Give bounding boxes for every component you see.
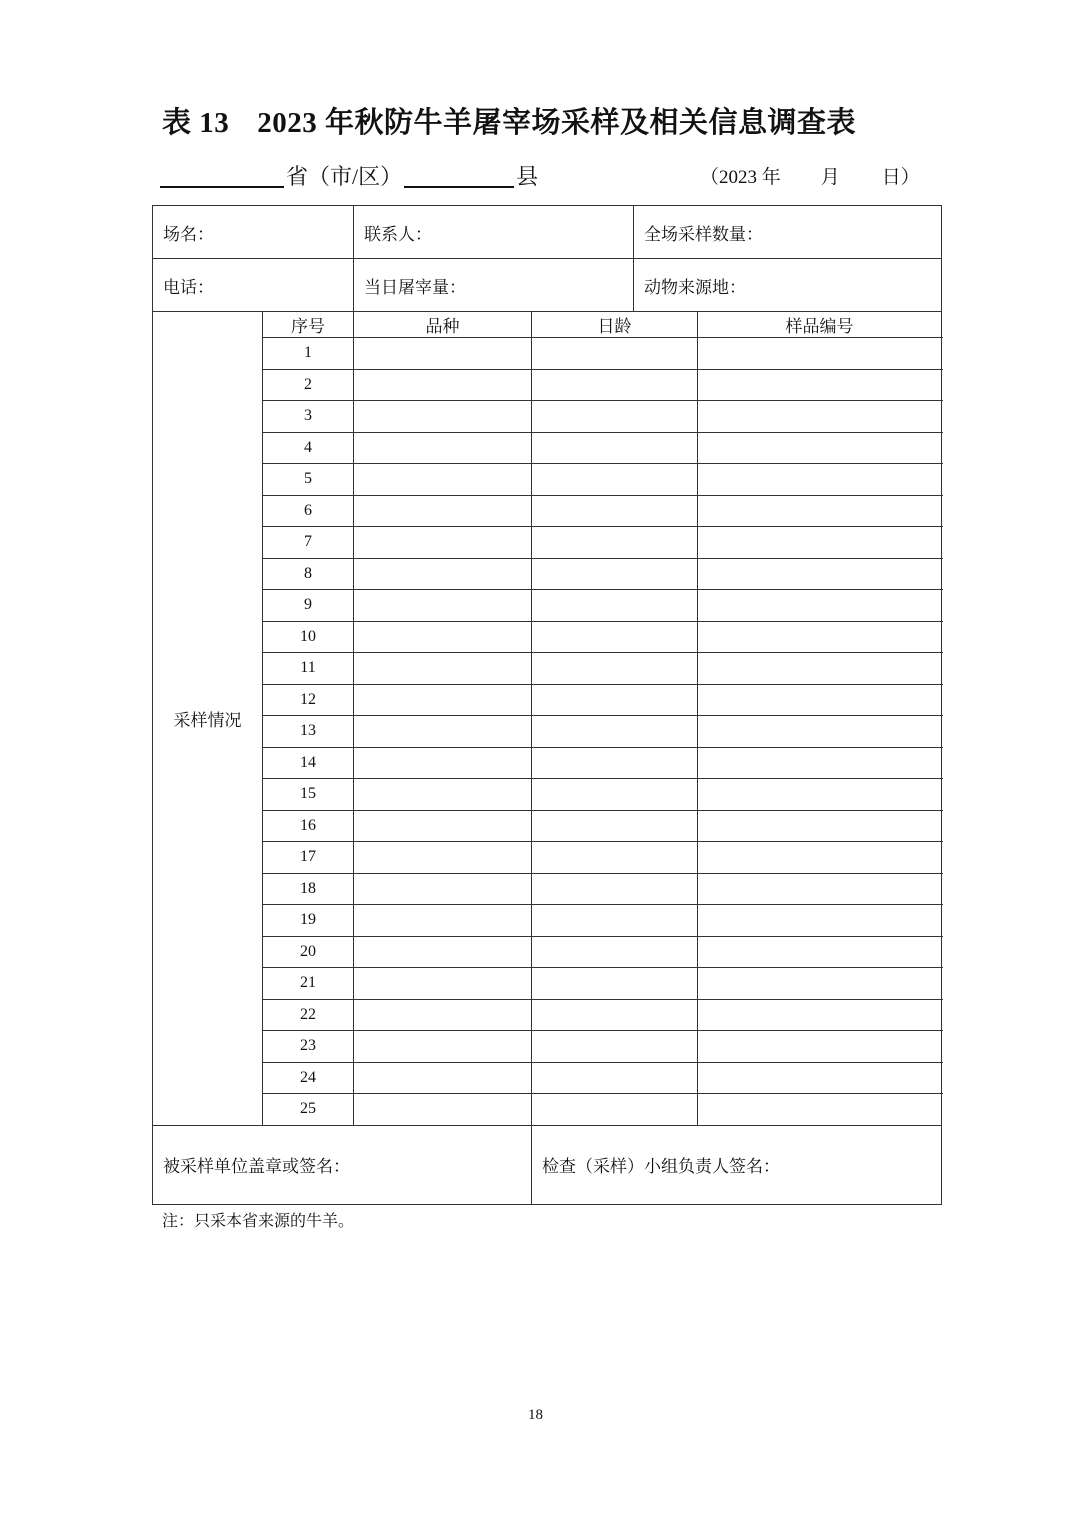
header-age-days: 日龄: [532, 312, 698, 338]
sampling-row: [153, 558, 942, 590]
serial-number-cell: 18: [263, 873, 354, 905]
sampling-row: [153, 905, 942, 937]
sampling-row: [153, 968, 942, 1000]
serial-number-cell: 10: [263, 621, 354, 653]
breed-cell[interactable]: [354, 905, 532, 937]
breed-cell[interactable]: [354, 1031, 532, 1063]
header-serial: 序号: [263, 312, 354, 338]
sampling-row: [153, 716, 942, 748]
sampling-row: [153, 1031, 942, 1063]
date-month: 月: [820, 167, 840, 188]
province-blank[interactable]: [160, 164, 284, 188]
serial-number-cell: 25: [263, 1094, 354, 1126]
sample-id-cell[interactable]: [698, 464, 942, 496]
serial-number-cell: 22: [263, 999, 354, 1031]
sampling-row: [153, 1062, 942, 1094]
sampling-row: [153, 873, 942, 905]
sample-id-cell[interactable]: [698, 432, 942, 464]
age-days-cell[interactable]: [532, 779, 698, 811]
breed-cell[interactable]: [354, 590, 532, 622]
sampling-row: [153, 1094, 942, 1126]
page-title: [162, 100, 856, 141]
serial-number-cell: 15: [263, 779, 354, 811]
breed-cell[interactable]: [354, 999, 532, 1031]
age-days-cell[interactable]: [532, 810, 698, 842]
sampling-row: [153, 747, 942, 779]
sample-id-cell[interactable]: [698, 527, 942, 559]
serial-number-cell: 1: [263, 338, 354, 370]
age-days-cell[interactable]: [532, 716, 698, 748]
sampling-header-row: [153, 312, 942, 338]
header-breed: 品种: [354, 312, 532, 338]
age-days-cell[interactable]: [532, 873, 698, 905]
breed-cell[interactable]: [354, 1062, 532, 1094]
sample-id-cell[interactable]: [698, 1094, 942, 1126]
serial-number-cell: 12: [263, 684, 354, 716]
serial-number-cell: 19: [263, 905, 354, 937]
sample-id-cell[interactable]: [698, 558, 942, 590]
age-days-cell[interactable]: [532, 684, 698, 716]
serial-number-cell: 5: [263, 464, 354, 496]
leader-signature-field[interactable]: 检查（采样）小组负责人签名：: [532, 1125, 942, 1204]
serial-number-cell: 8: [263, 558, 354, 590]
sample-id-cell[interactable]: [698, 653, 942, 685]
age-days-cell[interactable]: [532, 590, 698, 622]
breed-cell[interactable]: [354, 716, 532, 748]
breed-cell[interactable]: [354, 464, 532, 496]
serial-number-cell: 17: [263, 842, 354, 874]
sampling-row: [153, 936, 942, 968]
breed-cell[interactable]: [354, 621, 532, 653]
serial-number-cell: 6: [263, 495, 354, 527]
animal-source-field[interactable]: 动物来源地：: [634, 259, 942, 312]
sampling-row: [153, 684, 942, 716]
breed-cell[interactable]: [354, 527, 532, 559]
breed-cell[interactable]: [354, 495, 532, 527]
serial-number-cell: 13: [263, 716, 354, 748]
breed-cell[interactable]: [354, 558, 532, 590]
sample-id-cell[interactable]: [698, 338, 942, 370]
sample-id-cell[interactable]: [698, 999, 942, 1031]
sampling-row: [153, 621, 942, 653]
sample-id-cell[interactable]: [698, 873, 942, 905]
total-samples-field[interactable]: 全场采样数量：: [634, 206, 942, 259]
serial-number-cell: 23: [263, 1031, 354, 1063]
sample-id-cell[interactable]: [698, 968, 942, 1000]
breed-cell[interactable]: [354, 936, 532, 968]
breed-cell[interactable]: [354, 968, 532, 1000]
sample-id-cell[interactable]: [698, 590, 942, 622]
county-label: 县: [516, 164, 539, 189]
serial-number-cell: 24: [263, 1062, 354, 1094]
sampling-row: [153, 842, 942, 874]
age-days-cell[interactable]: [532, 495, 698, 527]
serial-number-cell: 21: [263, 968, 354, 1000]
serial-number-cell: 2: [263, 369, 354, 401]
date-field: [700, 162, 920, 189]
contact-field[interactable]: 联系人：: [354, 206, 634, 259]
sample-id-cell[interactable]: [698, 621, 942, 653]
serial-number-cell: 14: [263, 747, 354, 779]
date-year: （2023 年: [700, 167, 781, 188]
age-days-cell[interactable]: [532, 747, 698, 779]
age-days-cell[interactable]: [532, 338, 698, 370]
sample-id-cell[interactable]: [698, 747, 942, 779]
sampling-row: [153, 779, 942, 811]
sampling-row: [153, 810, 942, 842]
sampling-row: [153, 432, 942, 464]
breed-cell[interactable]: [354, 810, 532, 842]
breed-cell[interactable]: [354, 1094, 532, 1126]
age-days-cell[interactable]: [532, 842, 698, 874]
serial-number-cell: 9: [263, 590, 354, 622]
breed-cell[interactable]: [354, 873, 532, 905]
sample-id-cell[interactable]: [698, 369, 942, 401]
breed-cell[interactable]: [354, 842, 532, 874]
sample-id-cell[interactable]: [698, 779, 942, 811]
info-row-1: [153, 206, 942, 259]
breed-cell[interactable]: [354, 338, 532, 370]
info-row-2: [153, 259, 942, 312]
breed-cell[interactable]: [354, 432, 532, 464]
age-days-cell[interactable]: [532, 369, 698, 401]
serial-number-cell: 4: [263, 432, 354, 464]
sampling-row: [153, 999, 942, 1031]
signature-row: [153, 1125, 942, 1204]
serial-number-cell: 20: [263, 936, 354, 968]
age-days-cell[interactable]: [532, 936, 698, 968]
unit-signature-field[interactable]: 被采样单位盖章或签名：: [153, 1125, 532, 1204]
sampling-row: [153, 338, 942, 370]
breed-cell[interactable]: [354, 747, 532, 779]
sample-id-cell[interactable]: [698, 684, 942, 716]
breed-cell[interactable]: [354, 684, 532, 716]
sampling-row: [153, 653, 942, 685]
sampling-row: [153, 527, 942, 559]
farm-name-field[interactable]: 场名：: [153, 206, 354, 259]
serial-number-cell: 16: [263, 810, 354, 842]
age-days-cell[interactable]: [532, 401, 698, 433]
age-days-cell[interactable]: [532, 432, 698, 464]
table-number: 表 13: [162, 107, 230, 139]
age-days-cell[interactable]: [532, 558, 698, 590]
sampling-row: [153, 590, 942, 622]
breed-cell[interactable]: [354, 653, 532, 685]
sampling-row: [153, 464, 942, 496]
age-days-cell[interactable]: [532, 999, 698, 1031]
sampling-row: [153, 369, 942, 401]
serial-number-cell: 3: [263, 401, 354, 433]
breed-cell[interactable]: [354, 401, 532, 433]
sample-id-cell[interactable]: [698, 810, 942, 842]
sample-id-cell[interactable]: [698, 401, 942, 433]
age-days-cell[interactable]: [532, 905, 698, 937]
daily-slaughter-field[interactable]: 当日屠宰量：: [354, 259, 634, 312]
age-days-cell[interactable]: [532, 464, 698, 496]
sampling-side-label: 采样情况: [153, 312, 263, 1126]
sampling-row: [153, 495, 942, 527]
sample-id-cell[interactable]: [698, 936, 942, 968]
age-days-cell[interactable]: [532, 1094, 698, 1126]
header-sample-id: 样品编号: [698, 312, 942, 338]
page-number: 18: [528, 1407, 543, 1423]
sample-id-cell[interactable]: [698, 1062, 942, 1094]
sampling-row: [153, 401, 942, 433]
age-days-cell[interactable]: [532, 1062, 698, 1094]
sample-id-cell[interactable]: [698, 1031, 942, 1063]
survey-table: [152, 205, 942, 1205]
breed-cell[interactable]: [354, 779, 532, 811]
sample-id-cell[interactable]: [698, 905, 942, 937]
age-days-cell[interactable]: [532, 968, 698, 1000]
sample-id-cell[interactable]: [698, 716, 942, 748]
age-days-cell[interactable]: [532, 527, 698, 559]
breed-cell[interactable]: [354, 369, 532, 401]
county-blank[interactable]: [404, 164, 514, 188]
location-date-line: [160, 160, 920, 194]
serial-number-cell: 7: [263, 527, 354, 559]
age-days-cell[interactable]: [532, 1031, 698, 1063]
table-title-text: 2023 年秋防牛羊屠宰场采样及相关信息调查表: [257, 107, 857, 139]
phone-field[interactable]: 电话：: [153, 259, 354, 312]
serial-number-cell: 11: [263, 653, 354, 685]
date-day: 日）: [881, 167, 920, 188]
footnote: 注：只采本省来源的牛羊。: [162, 1213, 355, 1230]
sample-id-cell[interactable]: [698, 495, 942, 527]
age-days-cell[interactable]: [532, 653, 698, 685]
sample-id-cell[interactable]: [698, 842, 942, 874]
age-days-cell[interactable]: [532, 621, 698, 653]
province-label: 省（市/区）: [286, 164, 403, 189]
